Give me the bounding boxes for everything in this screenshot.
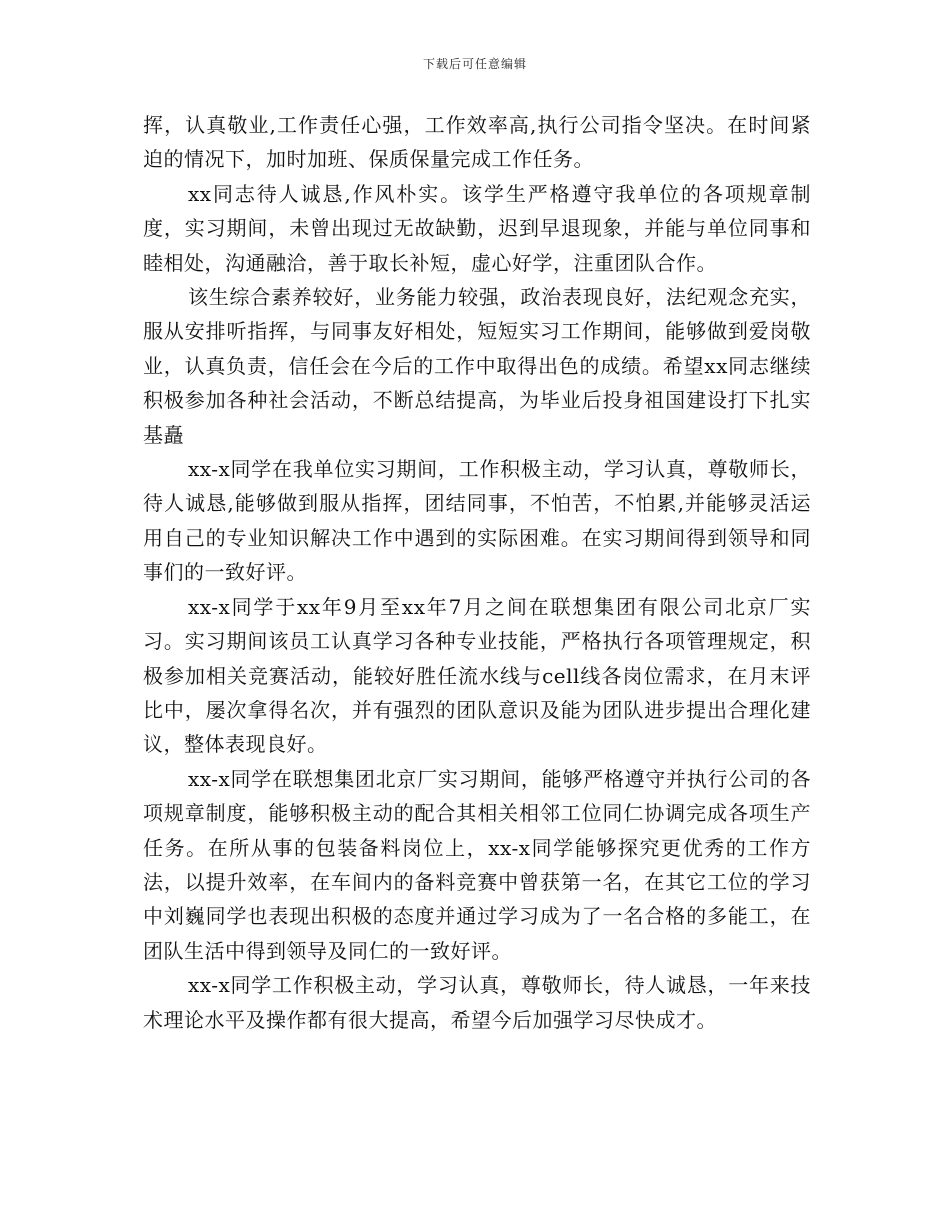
document-body (143, 108, 811, 1037)
page-header: 下载后可任意编辑 (422, 57, 527, 71)
paragraph: xx-x同学工作积极主动，学习认真，尊敬师长，待人诚恳，一年来技术理论水平及操作都有很大提高，希望今后加强学习尽快成才。 (143, 973, 811, 1032)
paragraph: xx-x同学在我单位实习期间，工作积极主动，学习认真，尊敬师长，待人诚恳,能够做到服从指挥，团结同事，不怕苦，不怕累,并能够灵活运用自己的专业知识解决工作中遇到的实际困难。在实习期间得到领导和同事们的一致好评。 (143, 457, 811, 585)
paragraph: xx-x同学于xx年9月至xx年7月之间在联想集团有限公司北京厂实习。实习期间该员工认真学习各种专业技能，严格执行各项管理规定，积极参加相关竞赛活动，能较好胜任流水线与cell线各岗位需求，在月末评比中，屡次拿得名次，并有强烈的团队意识及能为团队进步提出合理化建议，整体表现良好。 (143, 594, 811, 757)
paragraph: 挥，认真敬业,工作责任心强，工作效率高,执行公司指令坚决。在时间紧迫的情况下，加时加班、保质保量完成工作任务。 (143, 113, 811, 172)
paragraph: xx同志待人诚恳,作风朴实。该学生严格遵守我单位的各项规章制度，实习期间，未曾出现过无故缺勤，迟到早退现象，并能与单位同事和睦相处，沟通融洽，善于取长补短，虚心好学，注重团队合作。 (143, 181, 811, 275)
paragraph: 该生综合素养较好，业务能力较强，政治表现良好，法纪观念充实，服从安排听指挥，与同事友好相处，短短实习工作期间，能够做到爱岗敬业，认真负责，信任会在今后的工作中取得出色的成绩。希望xx同志继续积极参加各种社会活动，不断总结提高，为毕业后投身祖国建设打下扎实基矗 (143, 285, 811, 447)
paragraph: xx-x同学在联想集团北京厂实习期间，能够严格遵守并执行公司的各项规章制度，能够积极主动的配合其相关相邻工位同仁协调完成各项生产任务。在所从事的包装备料岗位上，xx-x同学能够探究更优秀的工作方法，以提升效率，在车间内的备料竞赛中曾获第一名，在其它工位的学习中刘巍同学也表现出积极的态度并通过学习成为了一名合格的多能工，在团队生活中得到领导及同仁的一致好评。 (143, 766, 811, 963)
